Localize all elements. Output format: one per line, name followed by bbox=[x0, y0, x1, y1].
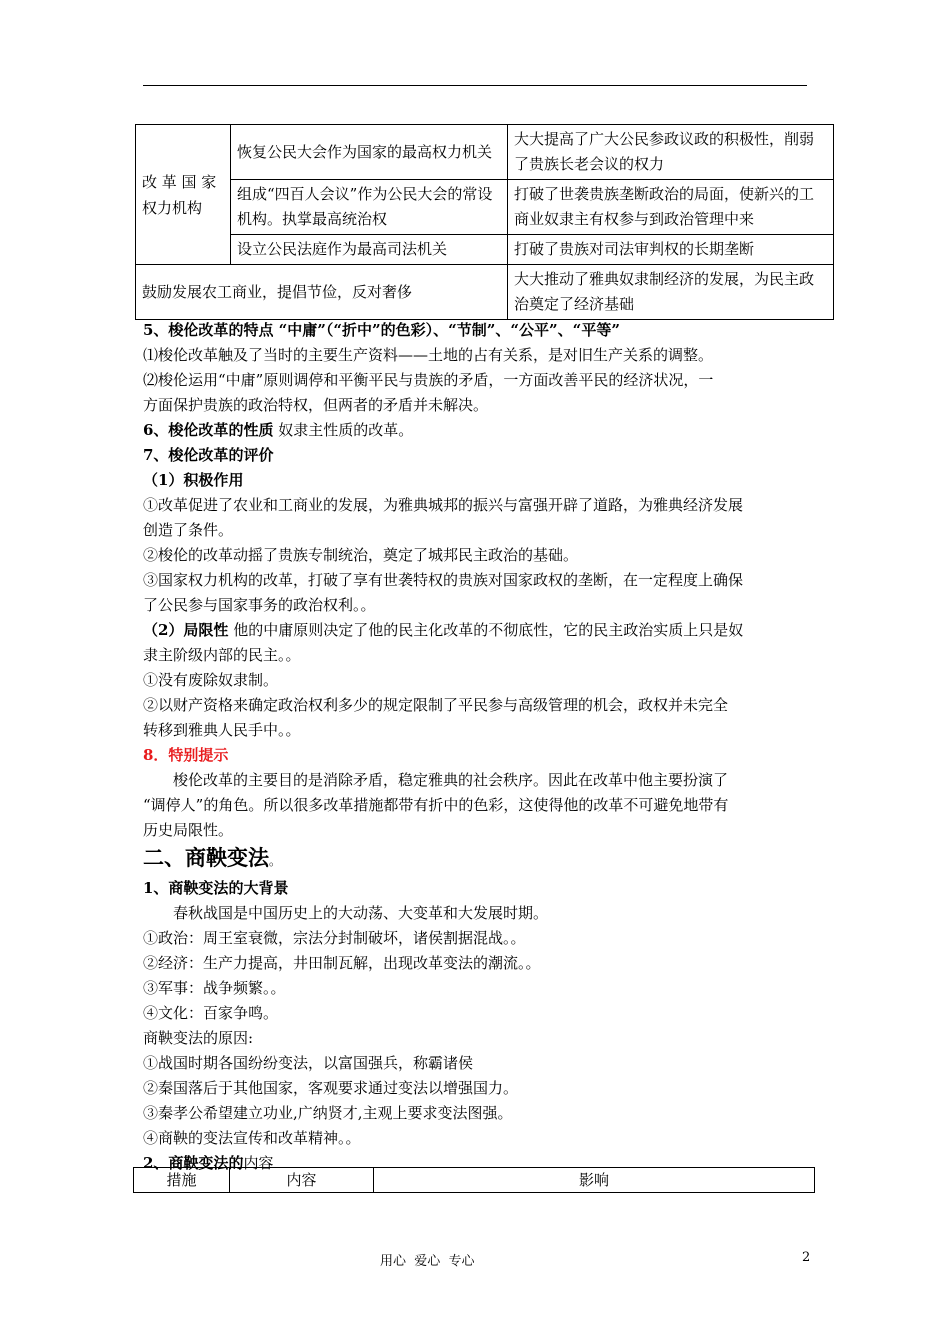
column-header-measure: 措施 bbox=[134, 1168, 230, 1193]
paragraph-line: 春秋战国是中国历史上的大动荡、大变革和大发展时期。 bbox=[173, 904, 549, 922]
measure-cell: 组成“四百人会议”作为公民大会的常设机构。执掌最高统治权 bbox=[231, 180, 508, 235]
paragraph-line: ①改革促进了农业和工商业的发展，为雅典城邦的振兴与富强开辟了道路，为雅典经济发展 bbox=[143, 496, 744, 514]
paragraph-line: 商鞅变法的原因: bbox=[143, 1029, 254, 1047]
section-heading-text: 内容 bbox=[243, 1154, 274, 1172]
section-heading: 5、梭伦改革的特点 “中庸”（“折中”的色彩）、“节制”、“公平”、“平等” bbox=[143, 321, 620, 339]
paragraph-line: 创造了条件。 bbox=[143, 521, 234, 539]
header-rule bbox=[143, 85, 807, 86]
measure-cell: 恢复公民大会作为国家的最高权力机关 bbox=[231, 125, 508, 180]
effect-cell: 打破了世袭贵族垄断政治的局面，使新兴的工商业奴隶主有权参与到政治管理中来 bbox=[508, 180, 834, 235]
section-heading: 1、商鞅变法的大背景 bbox=[143, 879, 289, 897]
paragraph-line: ①没有废除奴隶制。 bbox=[143, 671, 279, 689]
paragraph-line: 历史局限性。 bbox=[143, 821, 234, 839]
group-label-cell: 改 革 国 家 权力机构 bbox=[136, 125, 231, 265]
paragraph-line: 方面保护贵族的政治特权，但两者的矛盾并未解决。 bbox=[143, 396, 489, 414]
paragraph-line: ②梭伦的改革动摇了贵族专制统治，奠定了城邦民主政治的基础。 bbox=[143, 546, 579, 564]
paragraph-line: ③秦孝公希望建立功业,广纳贤才,主观上要求变法图强。 bbox=[143, 1104, 513, 1122]
special-note-heading: 8．特别提示 bbox=[143, 746, 229, 764]
paragraph-line: ②以财产资格来确定政治权利多少的规定限制了平民参与高级管理的机会，政权并未完全 bbox=[143, 696, 729, 714]
paragraph-line: ②秦国落后于其他国家，客观要求通过变法以增强国力。 bbox=[143, 1079, 519, 1097]
paragraph-line: ⑴梭伦改革触及了当时的主要生产资料——土地的占有关系，是对旧生产关系的调整。 bbox=[143, 346, 714, 364]
effect-cell: 大大提高了广大公民参政议政的积极性，削弱了贵族长老会议的权力 bbox=[508, 125, 834, 180]
page-footer bbox=[0, 1250, 950, 1270]
subsection-heading: （2）局限性 bbox=[143, 621, 229, 639]
paragraph-line: ④商鞅的变法宣传和改革精神。。 bbox=[143, 1129, 361, 1147]
paragraph-line: ①政治：周王室衰微，宗法分封制破坏，诸侯割据混战。。 bbox=[143, 929, 526, 947]
section-heading: 6、梭伦改革的性质 bbox=[143, 421, 274, 439]
paragraph-line: ①战国时期各国纷纷变法，以富国强兵，称霸诸侯 bbox=[143, 1054, 474, 1072]
paragraph-text: 奴隶主性质的改革。 bbox=[273, 421, 414, 439]
paragraph-line: ③国家权力机构的改革，打破了享有世袭特权的贵族对国家政权的垄断，在一定程度上确保 bbox=[143, 571, 744, 589]
paragraph-line: 转移到雅典人民手中。。 bbox=[143, 721, 301, 739]
paragraph-line: 梭伦改革的主要目的是消除矛盾，稳定雅典的社会秩序。因此在改革中他主要扮演了 bbox=[173, 771, 729, 789]
paragraph-line: 隶主阶级内部的民主。。 bbox=[143, 646, 301, 664]
section-heading-bold: 2、商鞅变法的 bbox=[143, 1154, 244, 1172]
paragraph-line: 了公民参与国家事务的政治权利。。 bbox=[143, 596, 376, 614]
paragraph-line: ③军事：战争频繁。。 bbox=[143, 979, 286, 997]
table-row bbox=[136, 180, 834, 235]
paragraph-mark: 。 bbox=[269, 854, 282, 868]
table-row bbox=[136, 235, 834, 265]
chapter-heading bbox=[143, 843, 808, 876]
shang-yang-table bbox=[133, 1167, 815, 1193]
paragraph-line: ②经济：生产力提高，井田制瓦解，出现改革变法的潮流。。 bbox=[143, 954, 541, 972]
table-row bbox=[136, 125, 834, 180]
table-row bbox=[136, 265, 834, 320]
footer-text: 用心 爱心 专心 bbox=[380, 1254, 475, 1269]
table-header-row bbox=[134, 1168, 815, 1193]
paragraph-text: 他的中庸原则决定了他的民主化改革的不彻底性，它的民主政治实质上只是奴 bbox=[228, 621, 744, 639]
column-header-impact: 影响 bbox=[374, 1168, 815, 1193]
paragraph-line bbox=[143, 618, 808, 643]
page-number: 2 bbox=[802, 1250, 811, 1265]
effect-cell: 大大推动了雅典奴隶制经济的发展，为民主政治奠定了经济基础 bbox=[508, 265, 834, 320]
effect-cell: 打破了贵族对司法审判权的长期垄断 bbox=[508, 235, 834, 265]
body-text bbox=[143, 318, 808, 1176]
paragraph-line: “调停人”的角色。所以很多改革措施都带有折中的色彩，这使得他的改革不可避免地带有 bbox=[143, 796, 729, 814]
measure-cell: 设立公民法庭作为最高司法机关 bbox=[231, 235, 508, 265]
solon-reform-table bbox=[135, 124, 834, 320]
measure-cell: 鼓励发展农工商业，提倡节俭，反对奢侈 bbox=[136, 265, 508, 320]
subsection-heading: （1）积极作用 bbox=[143, 471, 244, 489]
paragraph-line: ④文化：百家争鸣。 bbox=[143, 1004, 279, 1022]
section-heading: 7、梭伦改革的评价 bbox=[143, 446, 274, 464]
chapter-title: 二、商鞅变法 bbox=[143, 845, 269, 870]
paragraph-line bbox=[143, 418, 808, 443]
paragraph-line: ⑵梭伦运用“中庸”原则调停和平衡平民与贵族的矛盾，一方面改善平民的经济状况，一 bbox=[143, 371, 714, 389]
column-header-content: 内容 bbox=[230, 1168, 374, 1193]
